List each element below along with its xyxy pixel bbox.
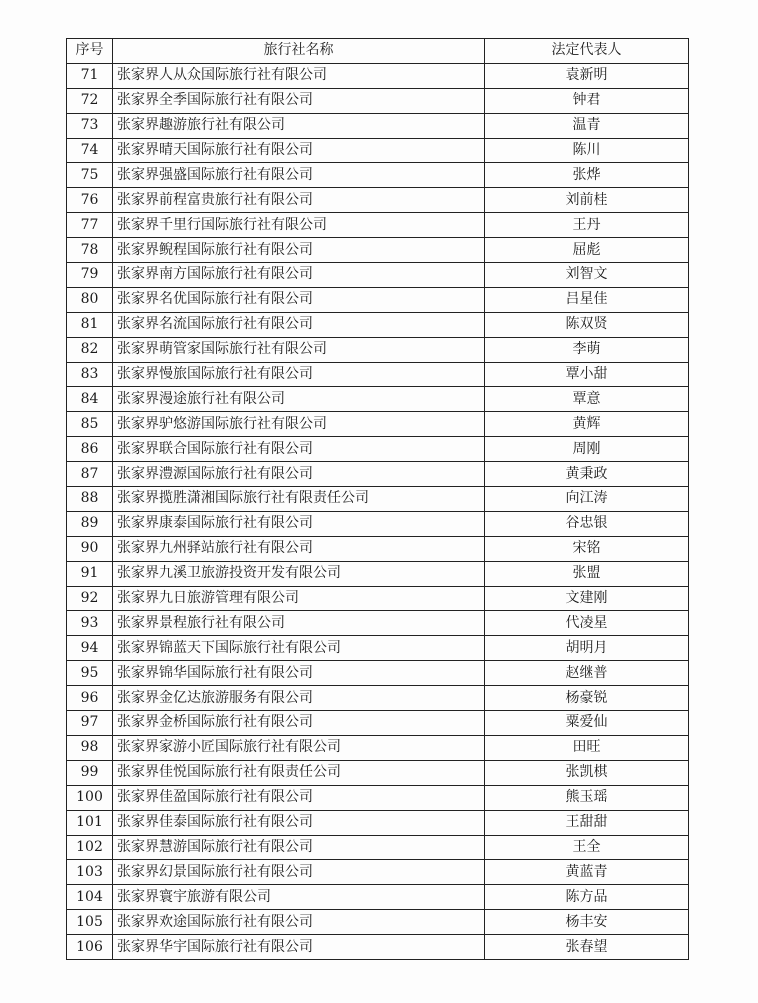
serial-number-cell: 85 [67, 412, 113, 437]
agency-name-cell: 张家界佳悦国际旅行社有限责任公司 [113, 760, 485, 785]
serial-number-cell: 78 [67, 238, 113, 263]
table-row [67, 387, 689, 412]
header-agency-name: 旅行社名称 [113, 39, 485, 64]
agency-name-cell: 张家界漫途旅行社有限公司 [113, 387, 485, 412]
table-row [67, 810, 689, 835]
legal-representative-cell: 胡明月 [485, 636, 689, 661]
legal-representative-cell: 吕星佳 [485, 287, 689, 312]
legal-representative-cell: 黄蓝青 [485, 860, 689, 885]
agency-name-cell: 张家界鲵程国际旅行社有限公司 [113, 238, 485, 263]
table-row [67, 711, 689, 736]
agency-name-cell: 张家界幻景国际旅行社有限公司 [113, 860, 485, 885]
table-row [67, 362, 689, 387]
table-header [67, 39, 689, 64]
agency-name-cell: 张家界九溪卫旅游投资开发有限公司 [113, 561, 485, 586]
serial-number-cell: 96 [67, 686, 113, 711]
agency-name-cell: 张家界晴天国际旅行社有限公司 [113, 138, 485, 163]
serial-number-cell: 84 [67, 387, 113, 412]
agency-name-cell: 张家界佳泰国际旅行社有限公司 [113, 810, 485, 835]
agency-name-cell: 张家界景程旅行社有限公司 [113, 611, 485, 636]
agency-name-cell: 张家界慧游国际旅行社有限公司 [113, 835, 485, 860]
legal-representative-cell: 王甜甜 [485, 810, 689, 835]
agency-name-cell: 张家界澧源国际旅行社有限公司 [113, 462, 485, 487]
agency-name-cell: 张家界萌管家国际旅行社有限公司 [113, 337, 485, 362]
agency-name-cell: 张家界家游小匠国际旅行社有限公司 [113, 735, 485, 760]
table-row [67, 686, 689, 711]
serial-number-cell: 91 [67, 561, 113, 586]
serial-number-cell: 79 [67, 263, 113, 288]
table-row [67, 213, 689, 238]
table-row [67, 910, 689, 935]
agency-name-cell: 张家界驴悠游国际旅行社有限公司 [113, 412, 485, 437]
serial-number-cell: 93 [67, 611, 113, 636]
serial-number-cell: 105 [67, 910, 113, 935]
table-row [67, 487, 689, 512]
table-row [67, 636, 689, 661]
legal-representative-cell: 陈川 [485, 138, 689, 163]
agency-name-cell: 张家界揽胜潇湘国际旅行社有限责任公司 [113, 487, 485, 512]
agency-name-cell: 张家界联合国际旅行社有限公司 [113, 437, 485, 462]
legal-representative-cell: 陈方品 [485, 885, 689, 910]
serial-number-cell: 80 [67, 287, 113, 312]
legal-representative-cell: 李萌 [485, 337, 689, 362]
agency-name-cell: 张家界名流国际旅行社有限公司 [113, 312, 485, 337]
legal-representative-cell: 赵继普 [485, 661, 689, 686]
agency-name-cell: 张家界寰宇旅游有限公司 [113, 885, 485, 910]
serial-number-cell: 86 [67, 437, 113, 462]
table-row [67, 188, 689, 213]
table-row [67, 238, 689, 263]
legal-representative-cell: 王丹 [485, 213, 689, 238]
serial-number-cell: 92 [67, 586, 113, 611]
serial-number-cell: 95 [67, 661, 113, 686]
legal-representative-cell: 代凌星 [485, 611, 689, 636]
table-row [67, 163, 689, 188]
legal-representative-cell: 王全 [485, 835, 689, 860]
serial-number-cell: 106 [67, 935, 113, 960]
table-row [67, 735, 689, 760]
agency-name-cell: 张家界欢途国际旅行社有限公司 [113, 910, 485, 935]
legal-representative-cell: 刘前桂 [485, 188, 689, 213]
legal-representative-cell: 张凯棋 [485, 760, 689, 785]
legal-representative-cell: 粟爱仙 [485, 711, 689, 736]
serial-number-cell: 103 [67, 860, 113, 885]
table-row [67, 437, 689, 462]
legal-representative-cell: 熊玉瑶 [485, 785, 689, 810]
serial-number-cell: 94 [67, 636, 113, 661]
header-row [67, 39, 689, 64]
serial-number-cell: 97 [67, 711, 113, 736]
serial-number-cell: 102 [67, 835, 113, 860]
legal-representative-cell: 刘智文 [485, 263, 689, 288]
table-row [67, 835, 689, 860]
table-row [67, 860, 689, 885]
serial-number-cell: 76 [67, 188, 113, 213]
agency-name-cell: 张家界锦蓝天下国际旅行社有限公司 [113, 636, 485, 661]
table-row [67, 88, 689, 113]
agency-name-cell: 张家界千里行国际旅行社有限公司 [113, 213, 485, 238]
header-legal-representative: 法定代表人 [485, 39, 689, 64]
serial-number-cell: 99 [67, 760, 113, 785]
legal-representative-cell: 谷忠银 [485, 511, 689, 536]
legal-representative-cell: 张春望 [485, 935, 689, 960]
legal-representative-cell: 黄秉政 [485, 462, 689, 487]
table-row [67, 885, 689, 910]
serial-number-cell: 75 [67, 163, 113, 188]
table-row [67, 511, 689, 536]
serial-number-cell: 104 [67, 885, 113, 910]
agency-name-cell: 张家界人从众国际旅行社有限公司 [113, 63, 485, 88]
table-row [67, 63, 689, 88]
table-row [67, 586, 689, 611]
serial-number-cell: 71 [67, 63, 113, 88]
legal-representative-cell: 温青 [485, 113, 689, 138]
agency-name-cell: 张家界康泰国际旅行社有限公司 [113, 511, 485, 536]
serial-number-cell: 81 [67, 312, 113, 337]
travel-agency-table [66, 38, 689, 960]
agency-name-cell: 张家界强盛国际旅行社有限公司 [113, 163, 485, 188]
agency-name-cell: 张家界佳盈国际旅行社有限公司 [113, 785, 485, 810]
table-row [67, 462, 689, 487]
legal-representative-cell: 向江涛 [485, 487, 689, 512]
serial-number-cell: 82 [67, 337, 113, 362]
legal-representative-cell: 张盟 [485, 561, 689, 586]
agency-name-cell: 张家界华宇国际旅行社有限公司 [113, 935, 485, 960]
agency-name-cell: 张家界九州驿站旅行社有限公司 [113, 536, 485, 561]
legal-representative-cell: 周刚 [485, 437, 689, 462]
legal-representative-cell: 杨豪锐 [485, 686, 689, 711]
table-body [67, 63, 689, 959]
agency-name-cell: 张家界慢旅国际旅行社有限公司 [113, 362, 485, 387]
agency-name-cell: 张家界名优国际旅行社有限公司 [113, 287, 485, 312]
serial-number-cell: 101 [67, 810, 113, 835]
header-serial-number: 序号 [67, 39, 113, 64]
legal-representative-cell: 文建刚 [485, 586, 689, 611]
legal-representative-cell: 覃意 [485, 387, 689, 412]
legal-representative-cell: 陈双贤 [485, 312, 689, 337]
table-row [67, 785, 689, 810]
table-row [67, 312, 689, 337]
table-row [67, 412, 689, 437]
agency-name-cell: 张家界金亿达旅游服务有限公司 [113, 686, 485, 711]
agency-name-cell: 张家界锦华国际旅行社有限公司 [113, 661, 485, 686]
serial-number-cell: 90 [67, 536, 113, 561]
table-row [67, 935, 689, 960]
serial-number-cell: 74 [67, 138, 113, 163]
legal-representative-cell: 宋铭 [485, 536, 689, 561]
table-row [67, 561, 689, 586]
table-row [67, 263, 689, 288]
table-row [67, 287, 689, 312]
serial-number-cell: 88 [67, 487, 113, 512]
table-row [67, 113, 689, 138]
agency-name-cell: 张家界前程富贵旅行社有限公司 [113, 188, 485, 213]
serial-number-cell: 72 [67, 88, 113, 113]
agency-name-cell: 张家界九日旅游管理有限公司 [113, 586, 485, 611]
legal-representative-cell: 覃小甜 [485, 362, 689, 387]
serial-number-cell: 83 [67, 362, 113, 387]
agency-name-cell: 张家界南方国际旅行社有限公司 [113, 263, 485, 288]
legal-representative-cell: 张烨 [485, 163, 689, 188]
legal-representative-cell: 黄辉 [485, 412, 689, 437]
table-row [67, 536, 689, 561]
table-row [67, 337, 689, 362]
serial-number-cell: 73 [67, 113, 113, 138]
agency-name-cell: 张家界全季国际旅行社有限公司 [113, 88, 485, 113]
serial-number-cell: 98 [67, 735, 113, 760]
table-row [67, 611, 689, 636]
legal-representative-cell: 屈彪 [485, 238, 689, 263]
agency-name-cell: 张家界金桥国际旅行社有限公司 [113, 711, 485, 736]
legal-representative-cell: 田旺 [485, 735, 689, 760]
serial-number-cell: 89 [67, 511, 113, 536]
table-row [67, 661, 689, 686]
legal-representative-cell: 杨丰安 [485, 910, 689, 935]
table-row [67, 760, 689, 785]
serial-number-cell: 100 [67, 785, 113, 810]
serial-number-cell: 77 [67, 213, 113, 238]
table-row [67, 138, 689, 163]
serial-number-cell: 87 [67, 462, 113, 487]
legal-representative-cell: 袁新明 [485, 63, 689, 88]
agency-name-cell: 张家界趣游旅行社有限公司 [113, 113, 485, 138]
legal-representative-cell: 钟君 [485, 88, 689, 113]
